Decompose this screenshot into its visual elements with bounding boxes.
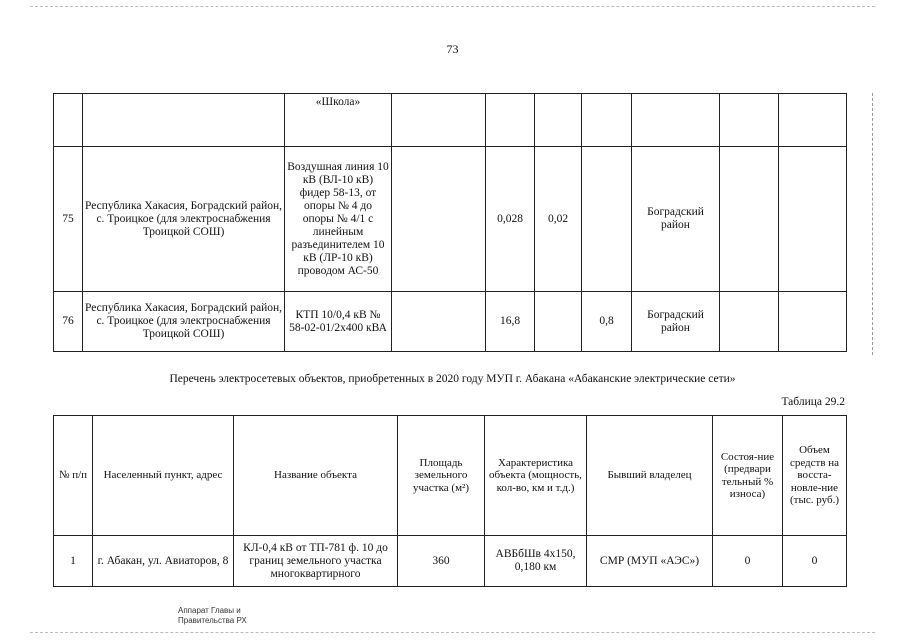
objects-table-continued [53, 93, 847, 352]
scan-edge-bottom [30, 632, 875, 633]
header-num: № п/п [54, 416, 93, 536]
owner-cell: Боградский район [632, 147, 720, 292]
table-caption: Перечень электросетевых объектов, приобретенных в 2020 году МУП г. Абакана «Абаканские электрические сети» [169, 373, 736, 385]
header-owner: Бывший владелец [587, 416, 713, 536]
object-cell: КЛ-0,4 кВ от ТП-781 ф. 10 до границ земельного участка многоквартирного [234, 536, 398, 587]
area-cell: 360 [398, 536, 485, 587]
table-row [54, 94, 847, 147]
header-object: Название объекта [234, 416, 398, 536]
header-state: Состоя-ние (предвари тельный % износа) [713, 416, 783, 536]
value-cell: 0,8 [582, 292, 632, 352]
address-cell: Республика Хакасия, Боградский район, с. Троицкое (для электроснабжения Троицкой СОШ) [83, 292, 285, 352]
row-number: 75 [54, 147, 83, 292]
address-cell: Республика Хакасия, Боградский район, с. Троицкое (для электроснабжения Троицкой СОШ) [83, 147, 285, 292]
header-spec: Характеристика объекта (мощность, кол-во, км и т.д.) [485, 416, 587, 536]
acquired-objects-table [53, 415, 847, 587]
header-locality: Населенный пункт, адрес [93, 416, 234, 536]
table-row [54, 292, 847, 352]
value-cell: 0,02 [535, 147, 582, 292]
owner-cell: Боградский район [632, 292, 720, 352]
office-stamp: Аппарат Главы и Правительства РХ [178, 606, 247, 625]
table-row [54, 536, 847, 587]
scan-edge-right [872, 93, 873, 355]
object-name-cell: «Школа» [285, 94, 392, 147]
page-number: 73 [446, 42, 459, 56]
value-cell: 16,8 [486, 292, 535, 352]
spec-cell: АВБбШв 4х150, 0,180 км [485, 536, 587, 587]
value-cell: 0,028 [486, 147, 535, 292]
table-header-row [54, 416, 847, 536]
table-label: Таблица 29.2 [781, 396, 845, 408]
locality-cell: г. Абакан, ул. Авиаторов, 8 [93, 536, 234, 587]
header-volume: Объем средств на восста-новле-ние (тыс. руб.) [783, 416, 847, 536]
scan-edge-top [30, 6, 875, 7]
state-cell: 0 [713, 536, 783, 587]
table-row [54, 147, 847, 292]
owner-cell: СМР (МУП «АЭС») [587, 536, 713, 587]
volume-cell: 0 [783, 536, 847, 587]
header-area: Площадь земельного участка (м²) [398, 416, 485, 536]
object-name-cell: КТП 10/0,4 кВ № 58-02-01/2х400 кВА [285, 292, 392, 352]
row-number: 1 [54, 536, 93, 587]
row-number: 76 [54, 292, 83, 352]
object-name-cell: Воздушная линия 10 кВ (ВЛ-10 кВ) фидер 58-13, от опоры № 4 до опоры № 4/1 с линейным разъединителем 10 кВ (ЛР-10 кВ) проводом АС-50 [285, 147, 392, 292]
